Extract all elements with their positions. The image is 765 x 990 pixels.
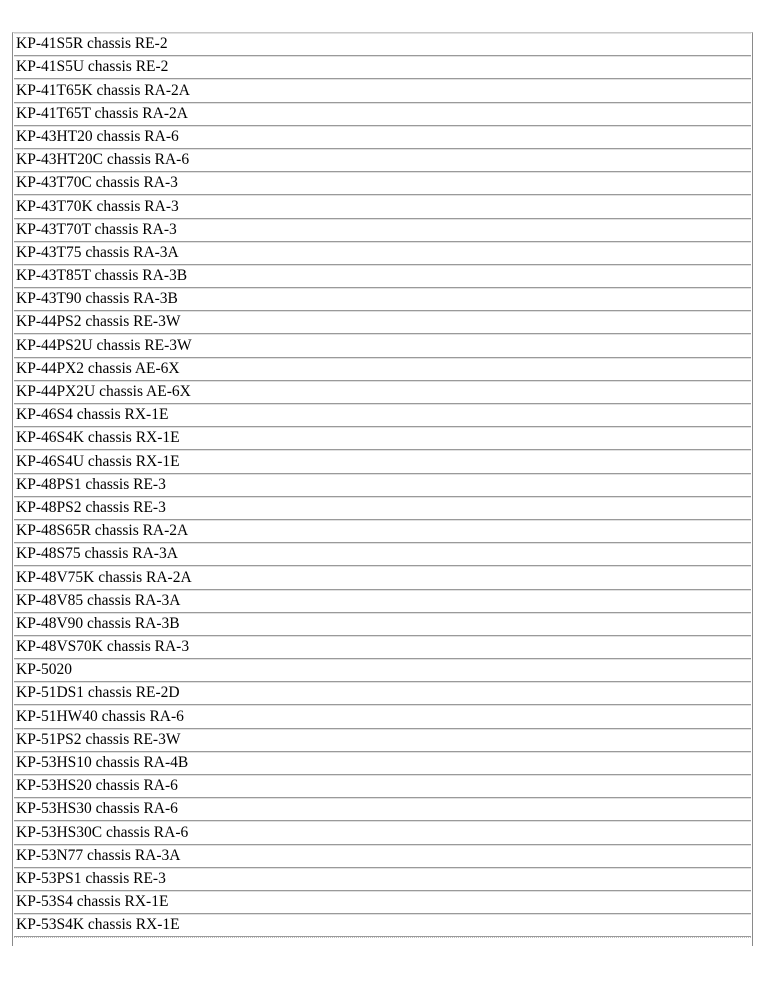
- model-cell: KP-43HT20C chassis RA-6: [16, 151, 190, 169]
- model-cell: KP-43T70T chassis RA-3: [16, 220, 177, 238]
- table-row: [14, 149, 751, 172]
- table-row: [14, 659, 751, 682]
- table-row: [14, 103, 751, 126]
- table-row: [14, 358, 751, 381]
- model-cell: KP-41T65K chassis RA-2A: [16, 81, 190, 99]
- table-row: [14, 474, 751, 497]
- table-row: [14, 450, 751, 473]
- model-cell: KP-53HS30C chassis RA-6: [16, 823, 189, 841]
- model-cell: KP-48S75 chassis RA-3A: [16, 545, 178, 563]
- model-cell: KP-46S4 chassis RX-1E: [16, 406, 169, 424]
- table-row: [14, 752, 751, 775]
- model-cell: KP-43T70C chassis RA-3: [16, 174, 178, 192]
- table-row: [14, 520, 751, 543]
- table-row: [14, 334, 751, 357]
- model-cell: KP-48V90 chassis RA-3B: [16, 614, 180, 632]
- model-list-table: [12, 32, 753, 946]
- table-row: [14, 497, 751, 520]
- model-cell: KP-43HT20 chassis RA-6: [16, 127, 179, 145]
- model-cell: KP-48V75K chassis RA-2A: [16, 568, 192, 586]
- model-cell: KP-51DS1 chassis RE-2D: [16, 684, 180, 702]
- table-row: [14, 613, 751, 636]
- model-cell: KP-44PS2 chassis RE-3W: [16, 313, 181, 331]
- model-cell: KP-44PS2U chassis RE-3W: [16, 336, 192, 354]
- model-cell: KP-48PS1 chassis RE-3: [16, 475, 166, 493]
- model-cell: KP-46S4K chassis RX-1E: [16, 429, 180, 447]
- model-cell: KP-53HS10 chassis RA-4B: [16, 754, 189, 771]
- table-row: [14, 729, 751, 752]
- model-cell: KP-48S65R chassis RA-2A: [16, 522, 189, 540]
- table-row: [14, 566, 751, 589]
- table-row: [14, 891, 751, 914]
- table-row: [14, 775, 751, 798]
- model-cell: KP-53N77 chassis RA-3A: [16, 846, 181, 864]
- table-row: [14, 914, 751, 937]
- model-cell: KP-5020: [16, 661, 72, 679]
- table-row: [14, 636, 751, 659]
- model-cell: KP-48PS2 chassis RE-3: [16, 498, 166, 516]
- model-cell: KP-53HS30 chassis RA-6: [16, 800, 178, 818]
- model-cell: KP-43T75 chassis RA-3A: [16, 243, 179, 261]
- table-row: [14, 845, 751, 868]
- table-row: [14, 265, 751, 288]
- table-row: [14, 404, 751, 427]
- table-row: [14, 868, 751, 891]
- model-cell: KP-53S4K chassis RX-1E: [16, 916, 180, 934]
- model-cell: KP-46S4U chassis RX-1E: [16, 452, 180, 470]
- model-cell: KP-44PX2U chassis AE-6X: [16, 383, 191, 400]
- table-row: [14, 798, 751, 821]
- model-cell: KP-43T85T chassis RA-3B: [16, 267, 188, 285]
- model-cell: KP-48V85 chassis RA-3A: [16, 591, 181, 609]
- model-cell: KP-43T90 chassis RA-3B: [16, 290, 178, 308]
- table-continuation: [14, 937, 751, 948]
- model-cell: KP-51PS2 chassis RE-3W: [16, 730, 181, 748]
- table-row: [14, 33, 751, 56]
- model-cell: KP-41S5R chassis RE-2: [16, 35, 168, 53]
- table-row: [14, 242, 751, 265]
- model-cell: KP-48VS70K chassis RA-3: [16, 638, 190, 656]
- model-cell: KP-53S4 chassis RX-1E: [16, 893, 169, 911]
- model-cell: KP-53HS20 chassis RA-6: [16, 777, 178, 795]
- model-cell: KP-51HW40 chassis RA-6: [16, 707, 184, 725]
- model-cell: KP-53PS1 chassis RE-3: [16, 869, 166, 887]
- table-row: [14, 705, 751, 728]
- table-row: [14, 682, 751, 705]
- model-cell: KP-41S5U chassis RE-2: [16, 58, 169, 76]
- table-row: [14, 288, 751, 311]
- table-row: [14, 821, 751, 844]
- model-cell: KP-43T70K chassis RA-3: [16, 197, 179, 215]
- table-row: [14, 79, 751, 102]
- table-row: [14, 56, 751, 79]
- table-row: [14, 126, 751, 149]
- table-row: [14, 381, 751, 404]
- table-row: [14, 311, 751, 334]
- model-cell: KP-41T65T chassis RA-2A: [16, 104, 188, 122]
- table-row: [14, 219, 751, 242]
- table-row: [14, 172, 751, 195]
- table-row: [14, 543, 751, 566]
- table-row: [14, 195, 751, 218]
- table-row: [14, 427, 751, 450]
- table-row: [14, 590, 751, 613]
- model-cell: KP-44PX2 chassis AE-6X: [16, 359, 180, 377]
